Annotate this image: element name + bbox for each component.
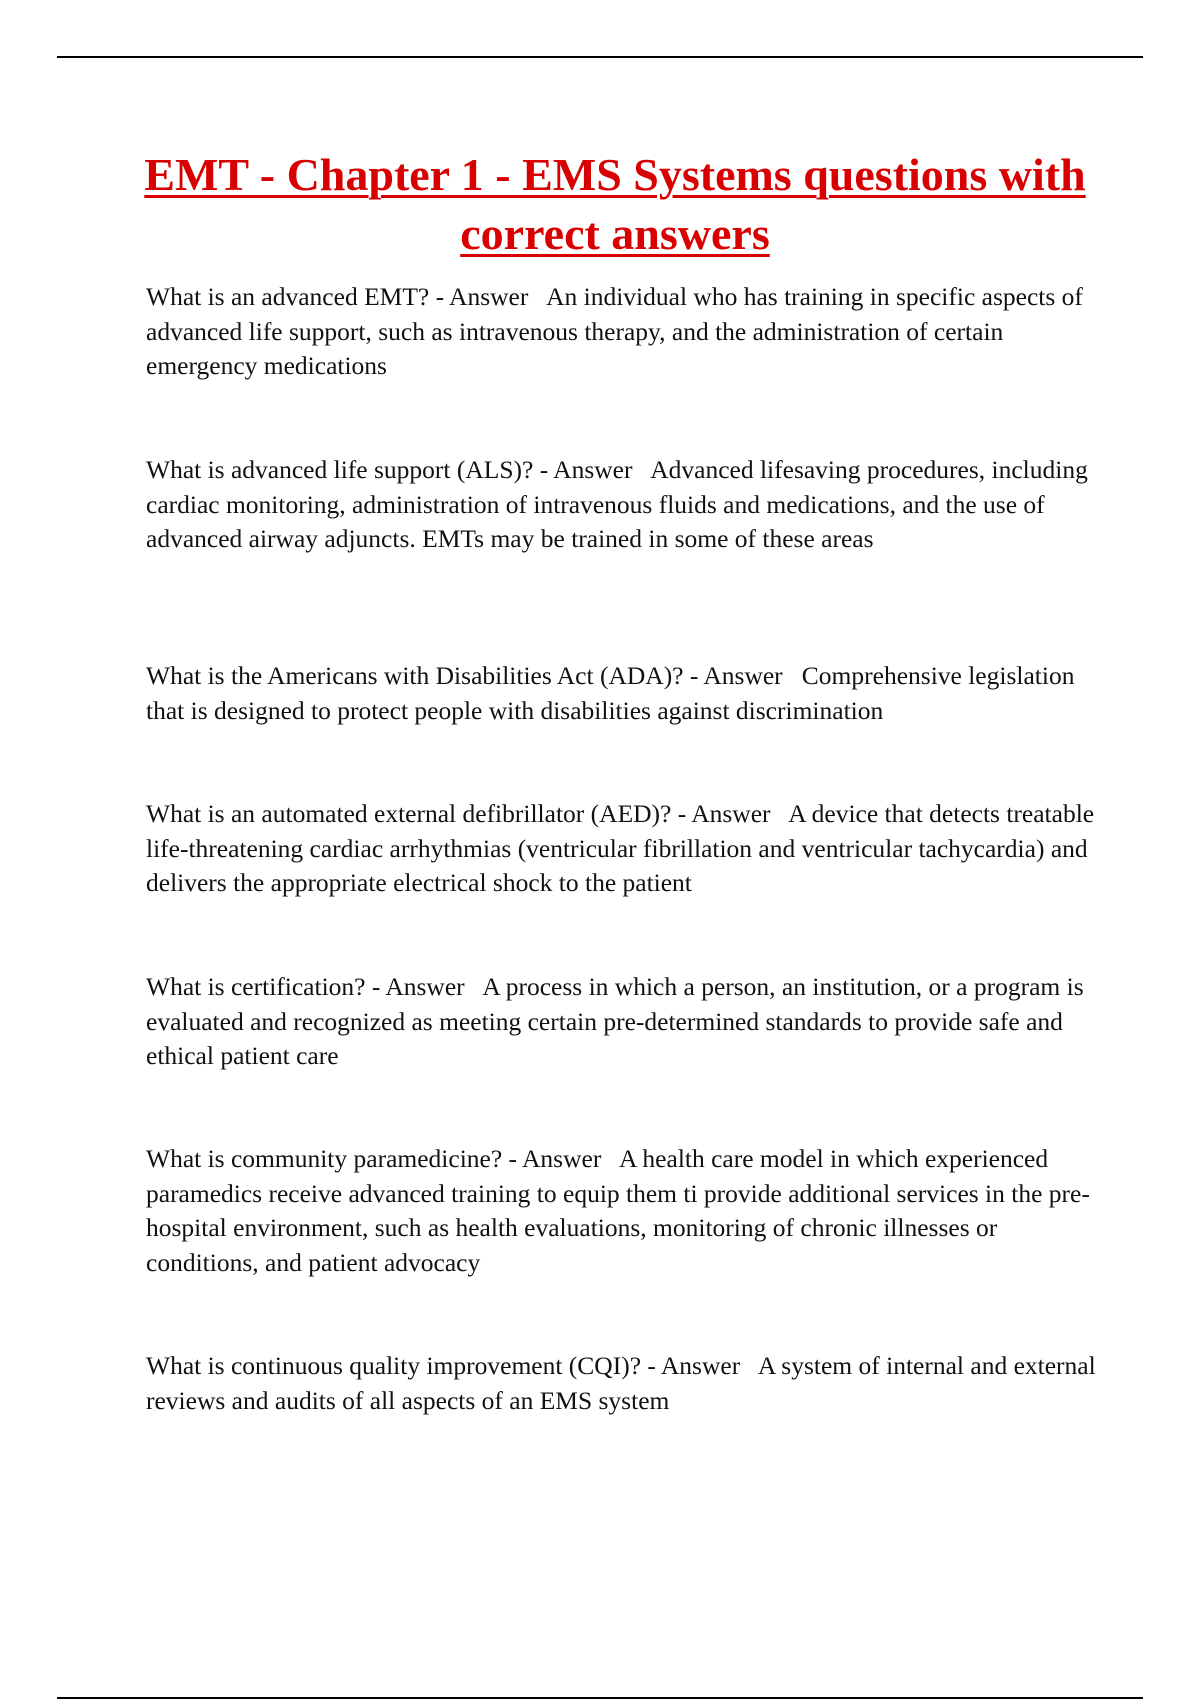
answer-text: A process in which a person, an institution, or a program is evaluated and recognized as meeting certain pre-determined standards to provide safe and ethical patient care [146,972,1084,1070]
qa-item [146,659,1096,728]
question-text: What is the Americans with Disabilities Act (ADA)? [146,661,684,690]
answer-text: An individual who has training in specific aspects of advanced life support, such as intravenous therapy, and the administration of certain emergency medications [146,282,1083,380]
question-text: What is an automated external defibrillator (AED)? [146,799,672,828]
question-text: What is an advanced EMT? [146,282,430,311]
answer-text: Comprehensive legislation that is designed to protect people with disabilities against discrimination [146,661,1075,725]
answer-text: Advanced lifesaving procedures, including cardiac monitoring, administration of intravenous fluids and medications, and the use of advanced airway adjuncts. EMTs may be trained in some of these areas [146,455,1088,553]
qa-item [146,1349,1096,1418]
answer-text: A system of internal and external reviews and audits of all aspects of an EMS system [146,1351,1096,1415]
question-text: What is community paramedicine? [146,1144,503,1173]
document-title: EMT - Chapter 1 - EMS Systems questions with correct answers [144,149,1086,259]
question-text: What is advanced life support (ALS)? [146,455,534,484]
answer-separator: - Answer [502,1144,620,1173]
answer-separator: - Answer [683,661,802,690]
qa-item [146,280,1096,384]
answer-separator: - Answer [533,455,651,484]
question-text: What is continuous quality improvement (CQI)? [146,1351,642,1380]
answer-separator: - Answer [429,282,547,311]
qa-item [146,797,1096,901]
qa-item [146,1142,1096,1280]
qa-item [146,970,1096,1074]
answer-separator: - Answer [365,972,483,1001]
answer-text: A device that detects treatable life-threatening cardiac arrhythmias (ventricular fibrillation and ventricular tachycardia) and delivers the appropriate electrical shock to the patient [146,799,1095,897]
bottom-rule [57,1697,1143,1699]
answer-text: A health care model in which experienced paramedics receive advanced training to equip them ti provide additional services in the pre-hospital environment, such as health evaluations, monitoring of chronic illnesses or conditions, and patient advocacy [146,1144,1090,1277]
question-text: What is certification? [146,972,366,1001]
answer-separator: - Answer [671,799,789,828]
qa-item [146,453,1096,557]
answer-separator: - Answer [641,1351,758,1380]
top-rule [57,56,1143,58]
